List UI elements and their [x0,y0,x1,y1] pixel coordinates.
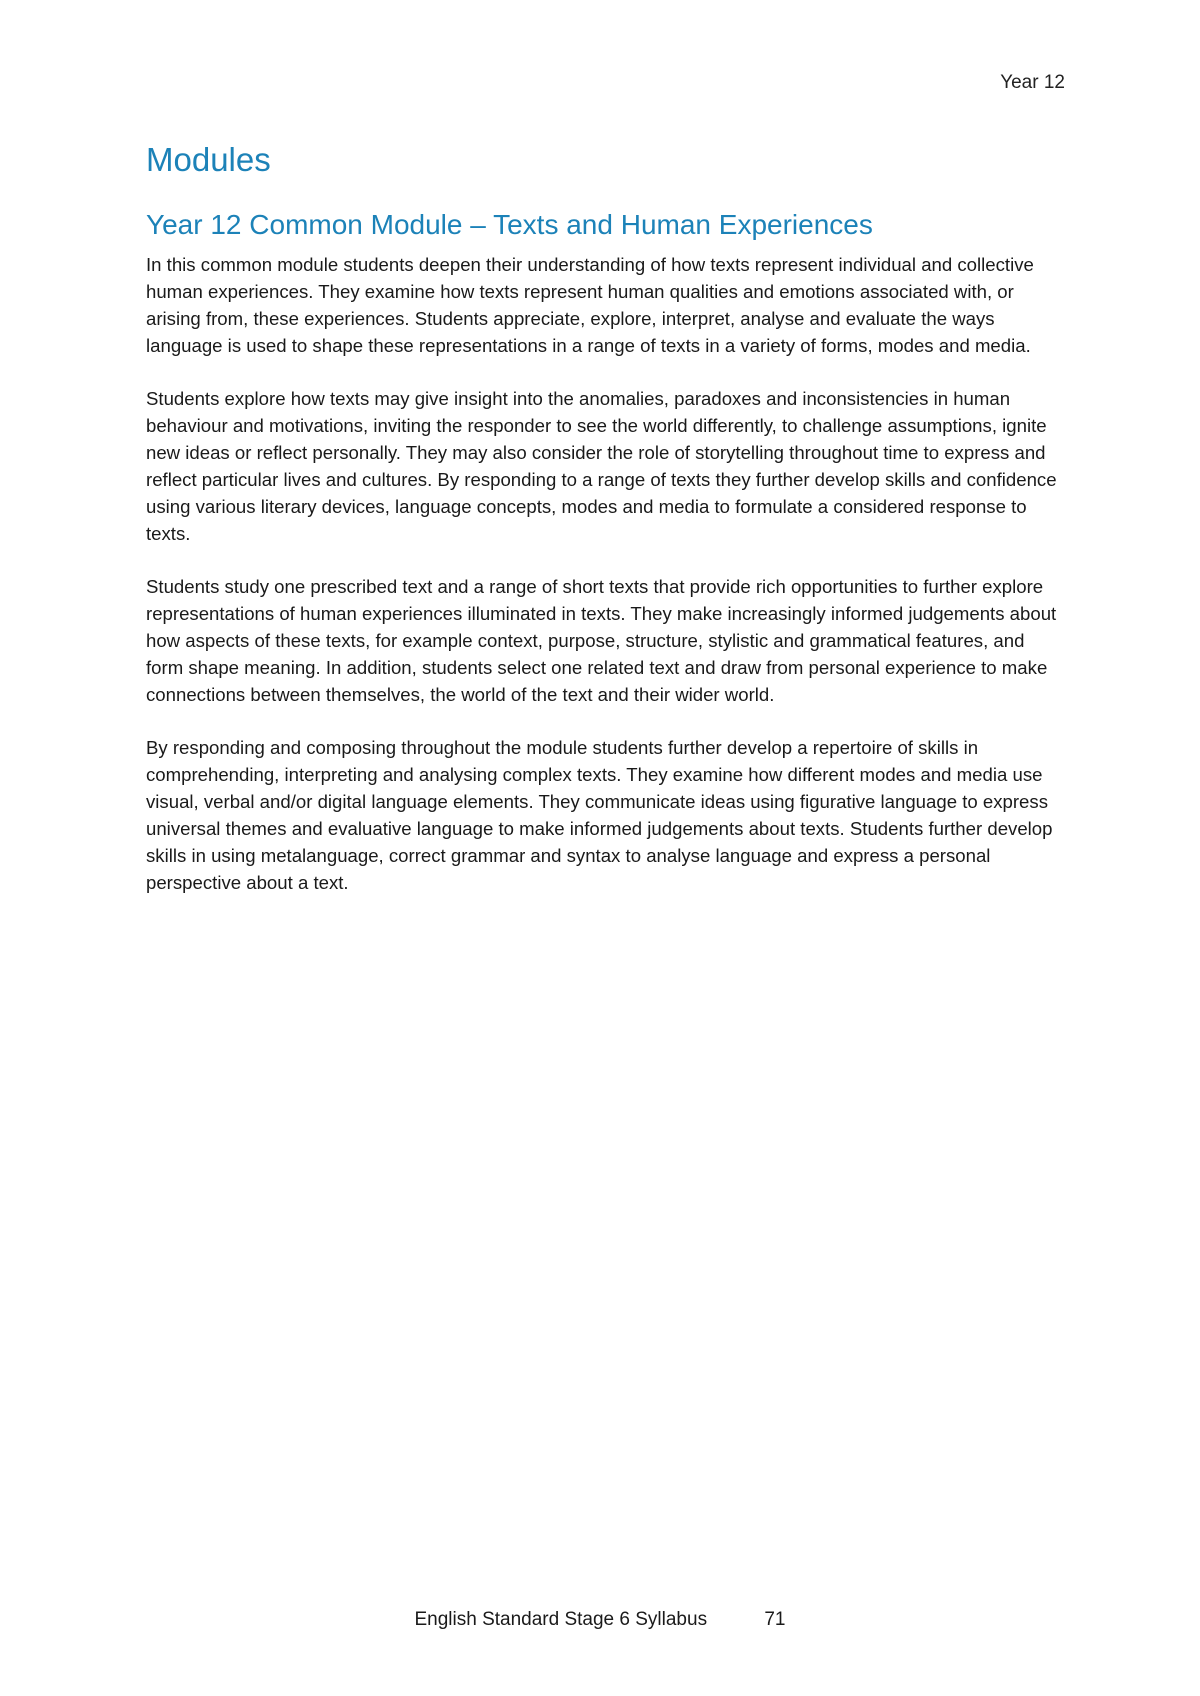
footer-page-number: 71 [764,1609,786,1630]
body-paragraph-3: Students study one prescribed text and a range of short texts that provide rich opportunities to further explore representations of human experiences illuminated in texts. They make increasingly informed judgements about how aspects of these texts, for example context, purpose, structure, stylistic and grammatical features, and form shape meaning. In addition, students select one related text and draw from personal experience to make connections between themselves, the world of the text and their wider world. [146,576,1057,706]
page-content [146,140,1066,922]
running-header: Year 12 [1000,72,1065,93]
section-heading: Year 12 Common Module – Texts and Human Experiences [146,208,873,240]
page-title: Modules [146,141,271,178]
footer-document-name: English Standard Stage 6 Syllabus [414,1609,708,1630]
body-paragraph-1: In this common module students deepen their understanding of how texts represent individual and collective human experiences. They examine how texts represent human qualities and emotions associated with, or arising from, these experiences. Students appreciate, explore, interpret, analyse and evaluate the ways language is used to shape these representations in a range of texts in a variety of forms, modes and media. [146,254,1034,357]
page-footer [0,1609,1200,1631]
body-paragraph-2: Students explore how texts may give insight into the anomalies, paradoxes and inconsistencies in human behaviour and motivations, inviting the responder to see the world differently, to challenge assumptions, ignite new ideas or reflect personally. They may also consider the role of storytelling throughout time to express and reflect particular lives and cultures. By responding to a range of texts they further develop skills and confidence using various literary devices, language concepts, modes and media to formulate a considered response to texts. [146,388,1057,545]
body-paragraph-4: By responding and composing throughout the module students further develop a repertoire of skills in comprehending, interpreting and analysing complex texts. They examine how different modes and media use visual, verbal and/or digital language elements. They communicate ideas using figurative language to express universal themes and evaluative language to make informed judgements about texts. Students further develop skills in using metalanguage, correct grammar and syntax to analyse language and express a personal perspective about a text. [146,737,1053,894]
